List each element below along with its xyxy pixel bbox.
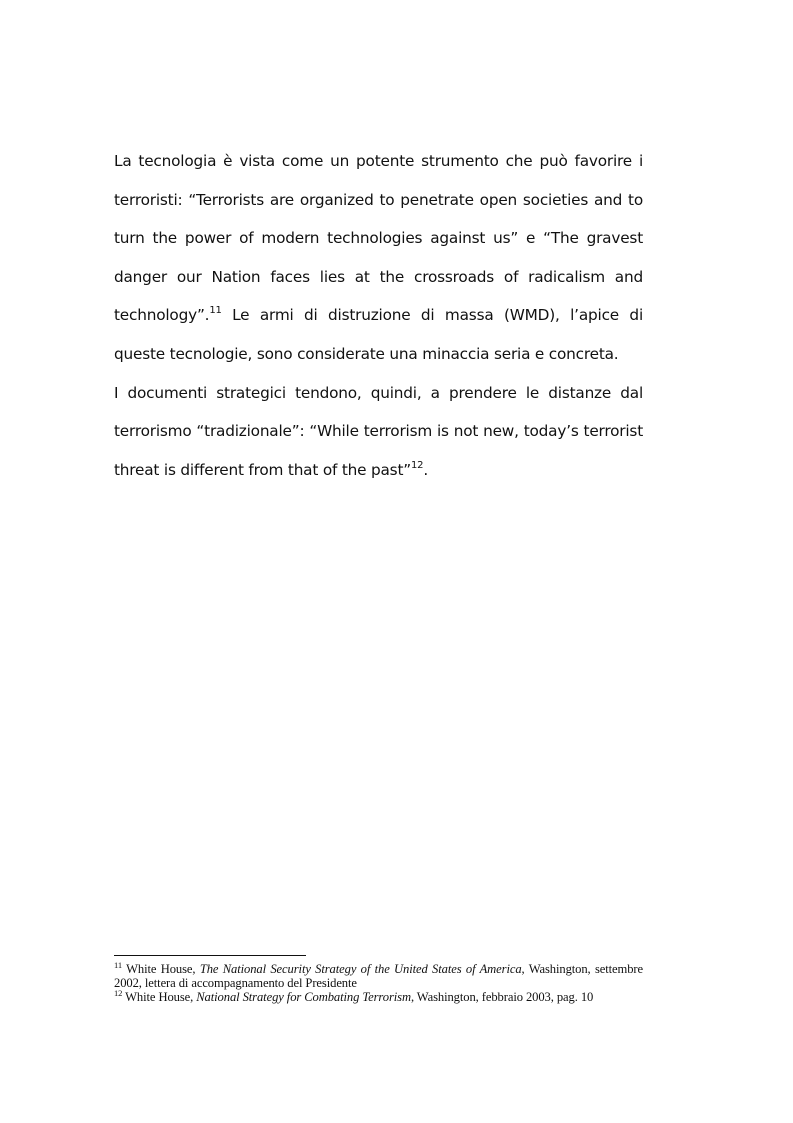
paragraph-traditional-terrorism xyxy=(114,374,643,490)
paragraph-text: I documenti strategici tendono, quindi, a prendere le distanze dal terrorismo “tradizionale”: “While terrorism is not new, today’s terrorist threat is different from that of the past” xyxy=(114,383,643,479)
main-text xyxy=(114,142,643,489)
footnote-title: The National Security Strategy of the United States of America xyxy=(199,962,522,976)
footnote-number: 12 xyxy=(114,988,123,998)
footnote-details: , Washington, settembre 2002, lettera di accompagnamento del Presidente xyxy=(114,962,643,990)
footnote-12 xyxy=(114,990,643,1004)
footnote-reference[interactable]: 12 xyxy=(410,459,424,471)
paragraph-text: Le armi di distruzione di massa (WMD), l’apice di queste tecnologie, sono considerate una minaccia seria e concreta. xyxy=(114,306,643,363)
footnotes xyxy=(114,962,643,1004)
paragraph-technology xyxy=(114,142,643,374)
footnote-reference[interactable]: 11 xyxy=(209,305,222,317)
footnote-author: White House, xyxy=(126,962,200,976)
footnote-11 xyxy=(114,962,643,990)
footnote-divider xyxy=(114,955,306,956)
footnote-author: White House, xyxy=(125,990,197,1004)
paragraph-text: . xyxy=(423,460,428,479)
footnote-title: National Strategy for Combating Terrorism xyxy=(196,990,411,1004)
footnote-details: , Washington, febbraio 2003, pag. 10 xyxy=(410,990,594,1004)
footnote-number: 11 xyxy=(114,960,122,970)
paragraph-text: La tecnologia è vista come un potente strumento che può favorire i terroristi: “Terrorists are organized to penetrate open societies and to turn the power of modern technologies against us” e “The gravest danger our Nation faces lies at the crossroads of radicalism and technology”. xyxy=(114,152,643,325)
